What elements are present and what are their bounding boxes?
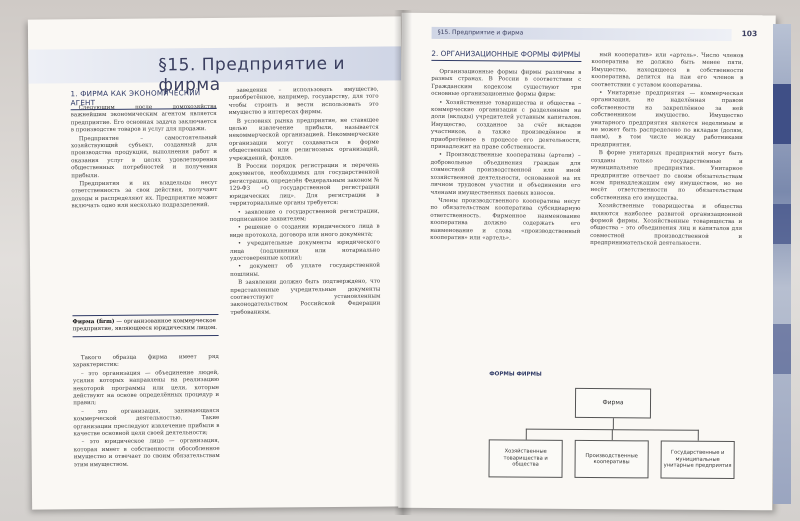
running-head-text: §15. Предприятие и фирма xyxy=(437,28,524,37)
right-column-1 xyxy=(430,69,581,244)
section-title-right: 2. ОРГАНИЗАЦИОННЫЕ ФОРМЫ ФИРМЫ xyxy=(431,49,581,62)
paragraph: заведения – использовать имущество, приобретённое, например, государству, для того чтобы строить и вести использовать это имущество в интересах фирмы. xyxy=(228,86,379,117)
definition-box xyxy=(72,314,218,338)
edge-tab xyxy=(773,204,791,244)
paragraph: Хозяйственные товарищества и общества являются наиболее развитой организационной формой фирмы. Хозяйственные товарищества и общества – это объединения лиц и капиталов для совместной производственной и предпринимательской деятельности. xyxy=(590,203,743,247)
list-item: • Производственные кооперативы (артели) – добровольные объединения граждан для совместной производственной или иной хозяйственной деятельности, основанной на их личном трудовом участии и объединении его членами имущественных паевых взносов. xyxy=(430,152,581,197)
left-column-2 xyxy=(228,87,380,318)
diagram-child-box: Государственные и муниципальные унитарные предприятия xyxy=(660,441,734,480)
paragraph: Члены производственного кооператива несут по обязательствам кооператива субсидиарную ответственность. Фирменное наименование кооператива должно содержать его наименование и слова «производственный кооператив» или «артель». xyxy=(430,197,581,242)
right-page xyxy=(398,13,775,511)
diagram-child-box: Хозяйственные товарищества и общества xyxy=(488,439,562,478)
edge-tab xyxy=(773,84,791,144)
connector-line xyxy=(698,430,699,441)
edge-tab xyxy=(773,324,791,374)
diagram-root-box: Фирма xyxy=(575,388,651,419)
paragraph: В России порядок регистрации и перечень документов, необходимых для государственной регистрации, определён Федеральным законом № 129-ФЗ «О государственной регистрации юридических лиц». Для регистрации в территориальные органы требуется: xyxy=(229,162,380,207)
paragraph: В условиях рынка предприятие, не ставящее целью извлечение прибыли, называется некоммерческой организацией. Некоммерческие организации могут создаваться в форме общественных или религиозных организаций, учреждений, фондов. xyxy=(228,117,380,162)
chapter-title-bar xyxy=(28,46,401,96)
left-column-1 xyxy=(71,104,218,212)
paragraph: В форме унитарных предприятий могут быть созданы только государственные и муниципальные предприятия. Унитарное предприятие отвечает по своим обязательствам всем принадлежащим ему имуществом, но не несёт ответственности по обязательствам собственника его имущества. xyxy=(590,150,743,202)
diagram-child-box: Производственные кооперативы xyxy=(574,440,648,479)
page-number: 103 xyxy=(741,29,758,39)
left-column-1b xyxy=(73,354,220,470)
paragraph: Предприятия и их владельцы несут ответственность за свои действия, получают доходы и распределяют их. Предприятие может включать одно или несколько подразделений. xyxy=(71,180,218,210)
definition-term: Фирма (firm) xyxy=(72,318,115,326)
right-column-2 xyxy=(590,52,743,250)
list-item: • заявление о государственной регистрации, подписанное заявителем; xyxy=(229,208,380,223)
definition-text: — организованное коммерческое предприятие, являющееся юридическим лицом. xyxy=(72,318,218,333)
list-item: – это организация — объединение людей, усилия которых направлены на реализацию некоторой программы или цели, которые действуют на основе определённых процедур и правил; xyxy=(73,369,220,407)
running-head xyxy=(432,27,732,41)
forms-diagram xyxy=(488,371,739,493)
paragraph: Предприятие – самостоятельный хозяйствующий субъект, созданный для производства продукции, выполнения работ и оказания услуг в целях удовлетворения общественных потребностей и получения прибыли. xyxy=(70,134,218,179)
connector-line xyxy=(613,418,614,429)
book-gutter xyxy=(394,10,412,515)
list-item: • Унитарные предприятия — коммерческая организация, не наделённая правом собственности на закреплённое за ней собственником имущество. Имущество унитарного предприятия является неделимым и не может быть распределено по вкладам (долям, паям), в том числе между работниками предприятия. xyxy=(590,90,744,149)
paragraph: ный кооператив» или «артель». Число членов кооператива не должно быть менее пяти. Имущество, находящееся в собственности кооператива, делится на паи его членов в соответствии с уставом кооператива. xyxy=(591,52,744,89)
page-edge-tabs xyxy=(773,24,791,504)
list-item: – это юридическое лицо — организация, которая имеет в собственности обособленное имущество и отвечает по своим обязательствам этим имуществом. xyxy=(73,438,220,468)
left-page xyxy=(28,16,405,509)
list-item: • Хозяйственные товарищества и общества – коммерческие организации с разделенным на доли (вклады) учредителей уставным капиталом. Имущество, созданное за счёт вкладов участников, а также произведённое и приобретённое в процессе его деятельности, принадлежит на праве собственности. xyxy=(430,99,582,151)
section-title-left: 1. ФИРМА КАК ЭКОНОМИЧЕСКИЙ АГЕНТ xyxy=(70,88,216,110)
paragraph: Такого образца фирма имеет ряд характеристик: xyxy=(72,353,219,369)
paragraph: Организационные формы фирмы различны в разных странах. В России в соответствии с Гражданским кодексом существуют три основные организационные формы фирм: xyxy=(431,68,582,98)
list-item: • учредительные документы юридического лица (подлинники или нотариально удостоверенные копии); xyxy=(229,239,380,262)
paragraph: В заявлении должно быть подтверждено, что представленные учредительные документы соответствуют установленным законодательством Российской Федерации требованиям. xyxy=(230,278,381,316)
connector-line xyxy=(526,429,527,440)
paragraph: Следующим после домохозяйства важнейшим экономическим агентом является предприятие. Его основная задача заключается в производстве товаров и услуг для продажи. xyxy=(70,103,217,134)
list-item: – это организация, занимающаяся коммерческой деятельностью. Такие организации преследуют извлечение прибыли в качестве основной цели своей деятельности; xyxy=(73,407,220,438)
chapter-title: §15. Предприятие и фирма xyxy=(158,53,346,96)
list-item: • документ об уплате государственной пошлины. xyxy=(230,262,381,278)
list-item: • решение о создании юридического лица в виде протокола, договора или иного документа; xyxy=(229,223,380,239)
connector-line xyxy=(612,429,613,440)
diagram-label: ФОРМЫ ФИРМЫ xyxy=(489,371,542,378)
